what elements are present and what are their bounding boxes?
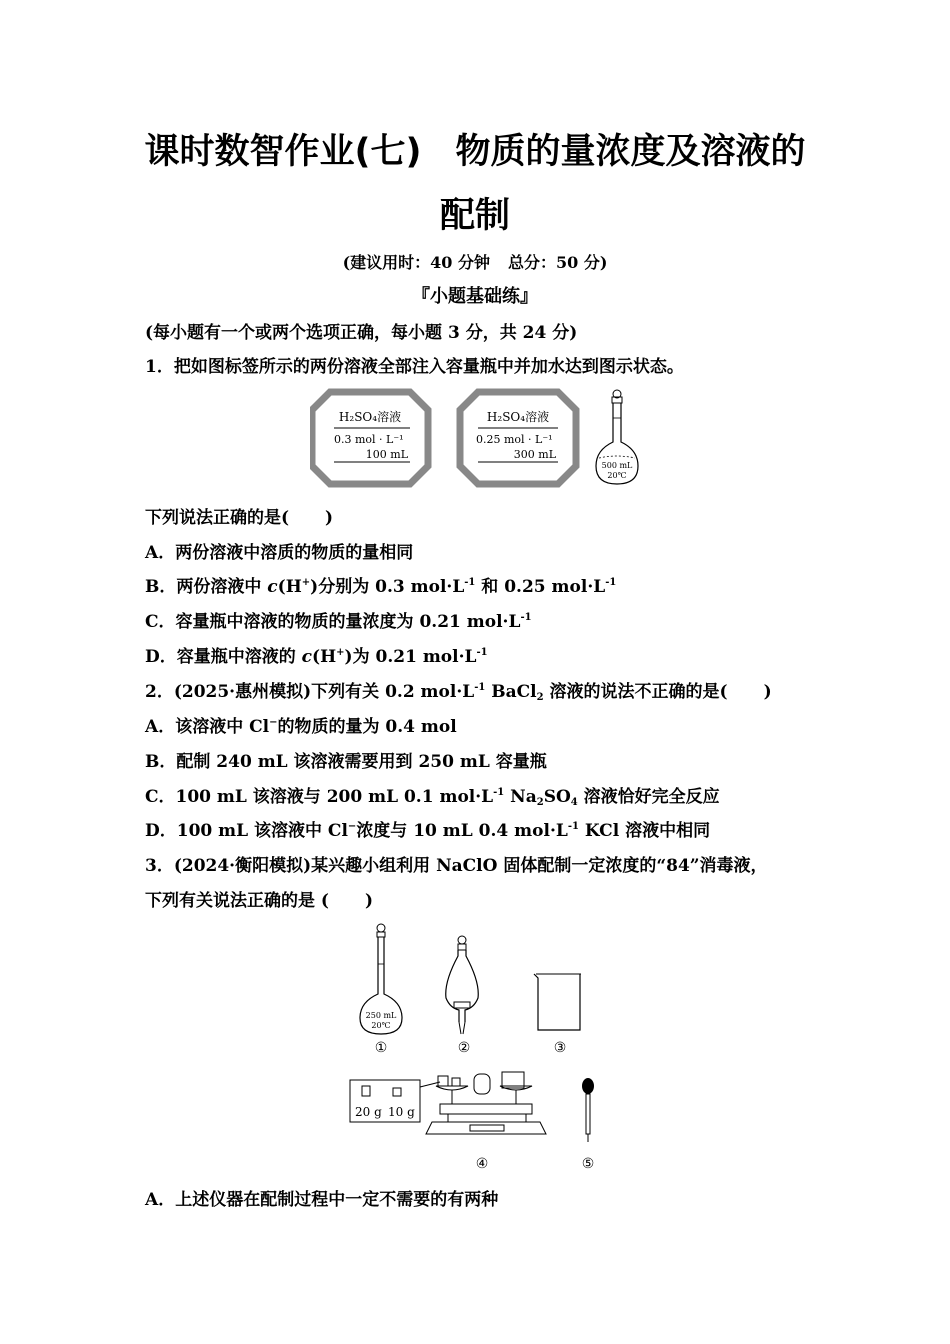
q1-prompt: 下列说法正确的是( ) xyxy=(145,508,334,528)
page-title xyxy=(0,124,950,174)
flask-volume: 500 mL xyxy=(601,461,633,470)
label2-conc: 0.25 mol · L⁻¹ xyxy=(476,433,553,446)
fig-label-1: ① xyxy=(374,1040,388,1056)
label1-vol: 100 mL xyxy=(365,448,408,461)
q2-option-d: D．100 mL 该溶液中 Cl−浓度与 10 mL 0.4 $mol\cdot L^{-1}$ KCl 溶液中相同 xyxy=(145,821,711,841)
section-label: 『小题基础练』 xyxy=(412,286,538,307)
q2-option-b: B．配制 240 mL 该溶液需要用到 250 mL 容量瓶 xyxy=(145,752,547,772)
q2-option-a: A．该溶液中 Cl−的物质的量为 0.4 mol xyxy=(145,717,457,737)
balance-scale-icon xyxy=(426,1072,546,1172)
separatory-funnel-icon xyxy=(446,936,479,1056)
title-part1: 课时数智作业(七) xyxy=(144,132,422,172)
weight-20g: 20 g xyxy=(355,1105,382,1119)
subtitle-time: (建议用时：40 分钟 xyxy=(342,253,490,272)
q3-figure xyxy=(340,922,620,1177)
volumetric-flask-250-icon xyxy=(360,924,402,1056)
weight-10g: 10 g xyxy=(388,1105,415,1119)
q1-stem: 1．把如图标签所示的两份溶液全部注入容量瓶中并加水达到图示状态。 xyxy=(145,357,684,377)
fig-label-4: ④ xyxy=(475,1156,489,1172)
fig-label-3: ③ xyxy=(553,1040,567,1056)
label1-solute: H₂SO₄溶液 xyxy=(338,410,402,424)
flask-temp: 20℃ xyxy=(607,471,627,480)
page-title-line2: 配制 xyxy=(439,196,510,236)
q1-option-a: A．两份溶液中溶质的物质的量相同 xyxy=(145,543,414,563)
q1-option-b: B．两份溶液中 c(H+)分别为 0.3 $mol\cdot L^{-1}$ 和 0.25 $mol\cdot L^{-1}$ xyxy=(145,577,617,597)
subtitle-score: 总分：50 分) xyxy=(508,253,608,272)
flask250-volume: 250 mL xyxy=(365,1011,397,1020)
q1-option-d: D．容量瓶中溶液的 c(H+)为 0.21 $mol\cdot L^{-1}$ xyxy=(145,647,488,667)
instruction: (每小题有一个或两个选项正确，每小题 3 分，共 24 分) xyxy=(145,323,578,343)
q2-stem: 2．(2025·惠州模拟)下列有关 0.2 $mol\cdot L^{-1}$ BaCl$_2$ 溶液的说法不正确的是( ) xyxy=(145,682,772,703)
q2-option-c: C．100 mL 该溶液与 200 mL 0.1 $mol\cdot L^{-1}$ $Na_2SO_4$ 溶液恰好完全反应 xyxy=(145,787,720,808)
fig-label-2: ② xyxy=(457,1040,471,1056)
q3-stem-line1: 3．(2024·衡阳模拟)某兴趣小组利用 NaClO 固体配制一定浓度的“84”消毒液， xyxy=(145,856,768,876)
flask250-temp: 20℃ xyxy=(371,1021,391,1030)
q3-stem-line2: 下列有关说法正确的是 ( ) xyxy=(145,891,374,911)
volumetric-flask-icon xyxy=(596,390,638,484)
label2-vol: 300 mL xyxy=(513,448,556,461)
weights-box xyxy=(350,1080,440,1122)
label1-conc: 0.3 mol · L⁻¹ xyxy=(334,433,404,446)
q1-figure xyxy=(310,388,650,488)
solution-label-1 xyxy=(312,392,428,484)
label2-solute: H₂SO₄溶液 xyxy=(486,410,550,424)
q3-option-a: A．上述仪器在配制过程中一定不需要的有两种 xyxy=(145,1190,499,1210)
subtitle xyxy=(0,250,950,273)
title-part2: 物质的量浓度及溶液的 xyxy=(455,132,806,172)
q1-option-c: C．容量瓶中溶液的物质的量浓度为 0.21 $mol\cdot L^{-1}$ xyxy=(145,612,532,632)
solution-label-2 xyxy=(460,392,576,484)
fig-label-5: ⑤ xyxy=(581,1156,595,1172)
dropper-icon xyxy=(582,1078,595,1172)
beaker-icon xyxy=(534,974,581,1056)
